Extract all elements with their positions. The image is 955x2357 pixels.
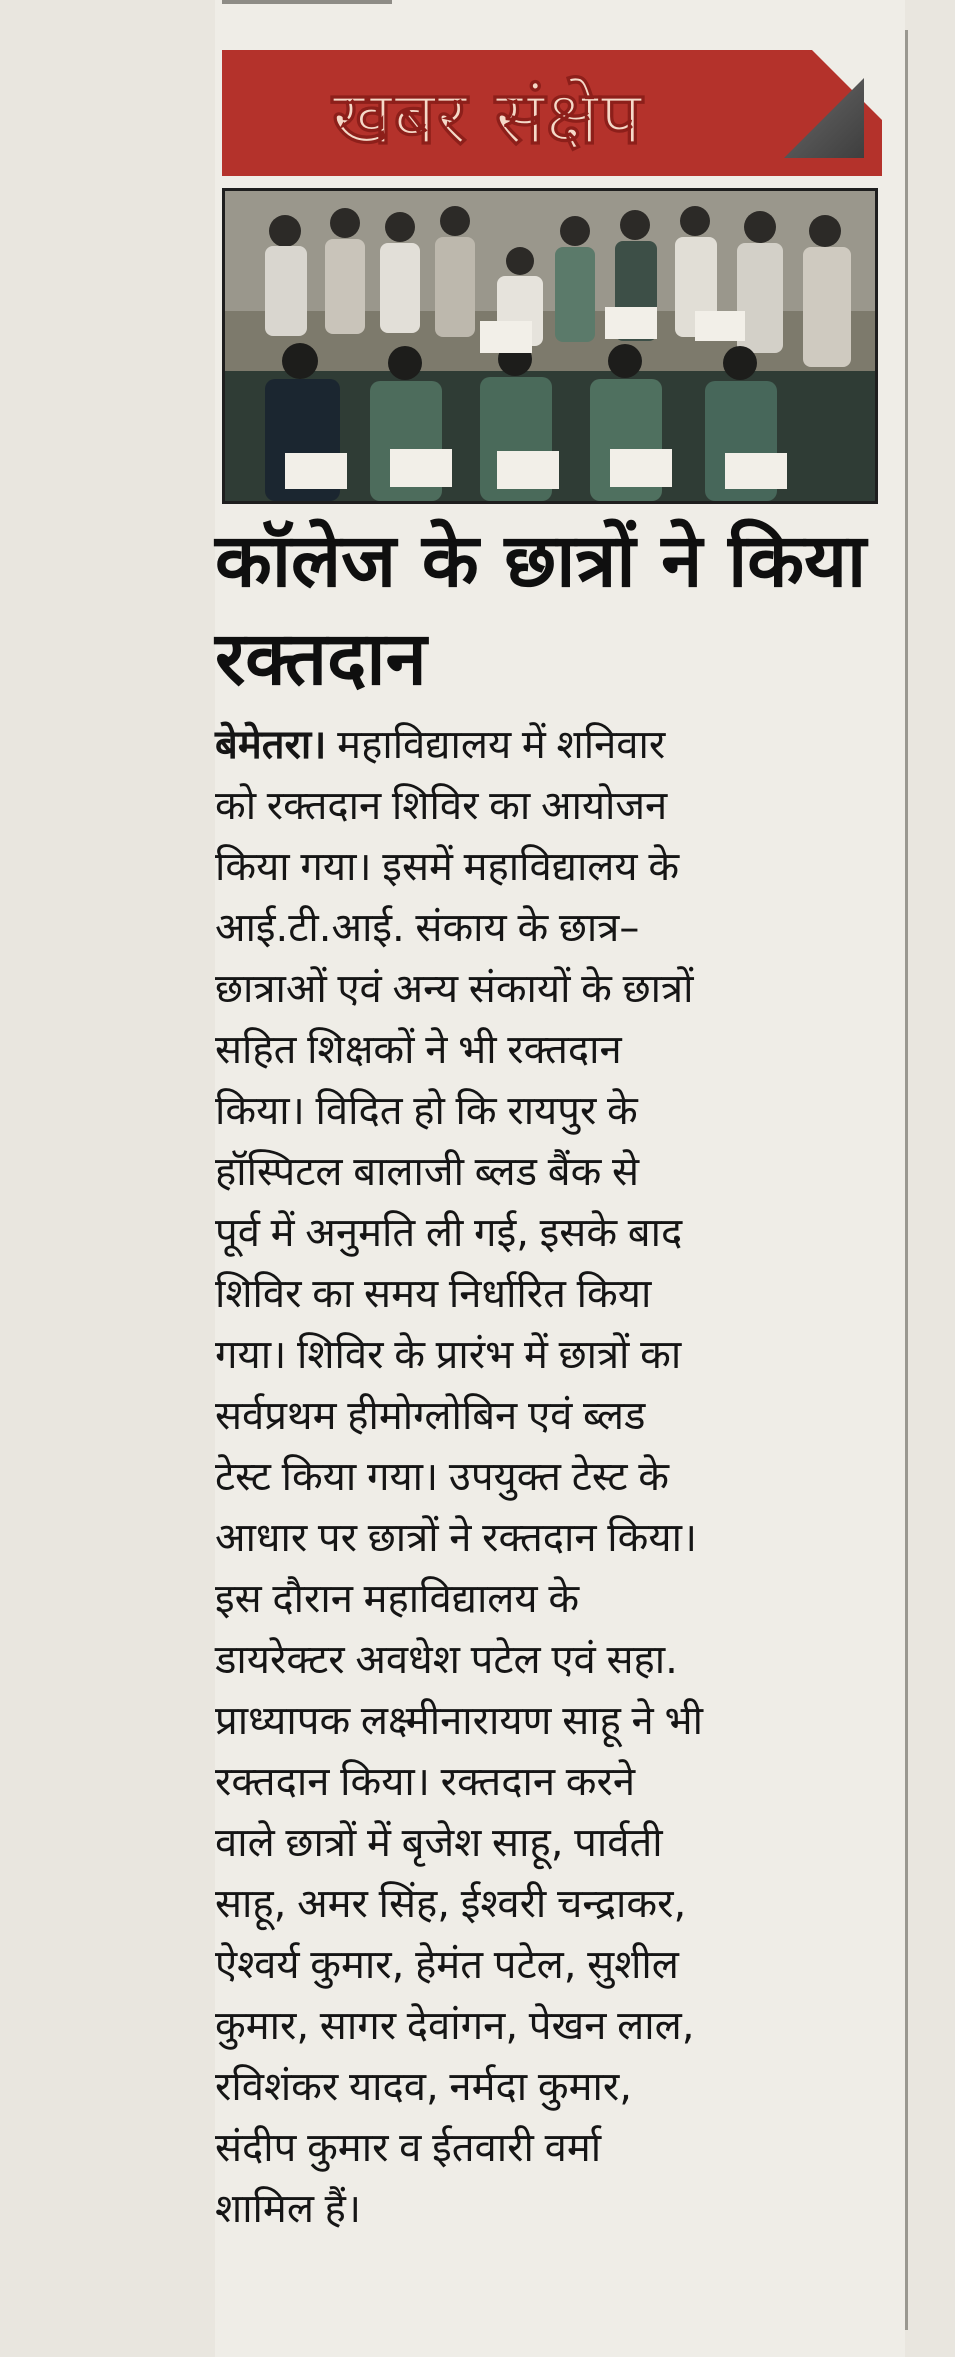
body-line-24: संदीप कुमार व ईतवारी वर्मा <box>215 2125 602 2171</box>
body-line-22: कुमार, सागर देवांगन, पेखन लाल, <box>215 2003 695 2049</box>
body-line-17: प्राध्यापक लक्ष्मीनारायण साहू ने भी <box>215 1698 703 1744</box>
body-line-18: रक्तदान किया। रक्तदान करने <box>215 1759 636 1805</box>
top-rule <box>222 0 392 4</box>
column-rule <box>905 30 908 2330</box>
body-line-13: टेस्ट किया गया। उपयुक्त टेस्ट के <box>215 1454 670 1500</box>
body-line-25: शामिल हैं। <box>215 2186 362 2232</box>
body-line-16: डायरेक्टर अवधेश पटेल एवं सहा. <box>215 1637 678 1683</box>
body-line-6: सहित शिक्षकों ने भी रक्तदान <box>215 1027 622 1073</box>
body-line-21: ऐश्वर्य कुमार, हेमंत पटेल, सुशील <box>215 1942 679 1988</box>
body-line-1-text: महाविद्यालय में शनिवार <box>326 722 666 768</box>
headline-line-1: कॉलेज के छात्रों ने किया <box>215 518 867 604</box>
body-line-4: आई.टी.आई. संकाय के छात्र– <box>215 905 640 951</box>
group-photo-icon <box>222 188 878 504</box>
article-body <box>215 715 905 2240</box>
body-line-11: गया। शिविर के प्रारंभ में छात्रों का <box>215 1332 682 1378</box>
body-line-19: वाले छात्रों में बृजेश साहू, पार्वती <box>215 1820 663 1866</box>
body-line-9: पूर्व में अनुमति ली गई, इसके बाद <box>215 1210 683 1256</box>
body-line-5: छात्राओं एवं अन्य संकायों के छात्रों <box>215 966 694 1012</box>
body-line-7: किया। विदित हो कि रायपुर के <box>215 1088 638 1134</box>
photo-illustration <box>225 191 875 501</box>
section-banner <box>222 50 882 176</box>
body-line-15: इस दौरान महाविद्यालय के <box>215 1576 580 1622</box>
body-line-3: किया गया। इसमें महाविद्यालय के <box>215 844 680 890</box>
section-label: खबर संक्षेप <box>332 75 643 161</box>
body-line-10: शिविर का समय निर्धारित किया <box>215 1271 652 1317</box>
body-line-1 <box>215 715 905 776</box>
dateline: बेमेतरा। <box>215 722 327 768</box>
body-line-23: रविशंकर यादव, नर्मदा कुमार, <box>215 2064 632 2110</box>
body-line-20: साहू, अमर सिंह, ईश्वरी चन्द्राकर, <box>215 1881 687 1927</box>
body-line-8: हॉस्पिटल बालाजी ब्लड बैंक से <box>215 1149 640 1195</box>
body-line-14: आधार पर छात्रों ने रक्तदान किया। <box>215 1515 698 1561</box>
body-line-2: को रक्तदान शिविर का आयोजन <box>215 783 668 829</box>
body-line-12: सर्वप्रथम हीमोग्लोबिन एवं ब्लड <box>215 1393 646 1439</box>
article-headline <box>215 512 905 708</box>
headline-line-2: रक्तदान <box>215 616 427 702</box>
